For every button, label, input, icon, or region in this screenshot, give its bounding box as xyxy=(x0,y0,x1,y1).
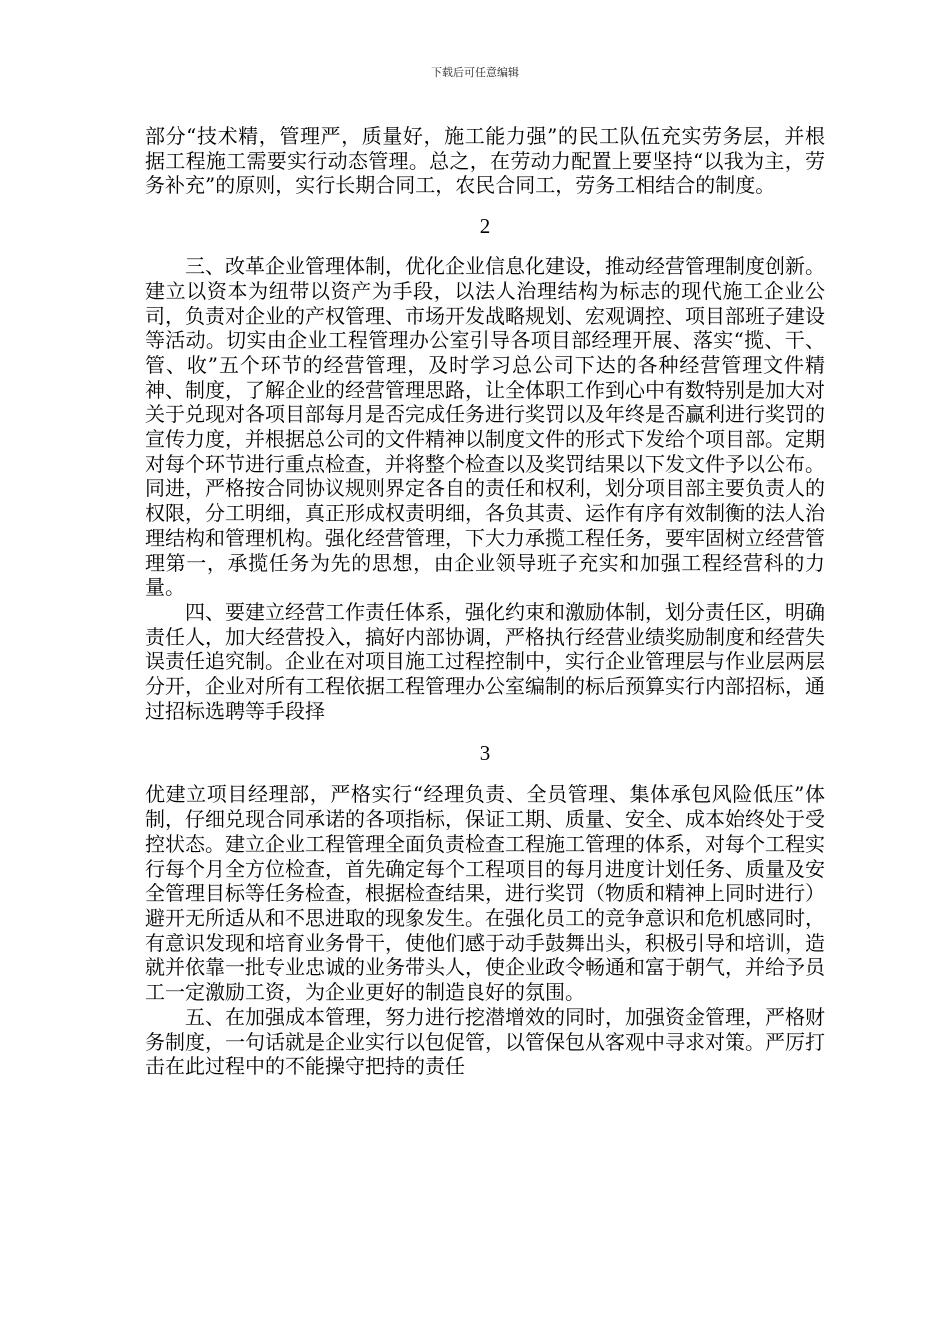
paragraph-project-department: 优建立项目经理部，严格实行“经理负责、全员管理、集体承包风险低压”体制，仔细兑现合同承诺的各项指标，保证工期、质量、安全、成本始终处于受控状态。建立企业工程管理全面负责检查工程施工管理的体系，对每个工程实行每个月全方位检查，首先确定每个工程项目的每月进度计划任务、质量及安全管理目标等任务检查，根据检查结果，进行奖罚（物质和精神上同时进行）避开无所适从和不思进取的现象发生。在强化员工的竞争意识和危机感同时，有意识发现和培育业务骨干，使他们感于动手鼓舞出头，积极引导和培训，造就并依靠一批专业忠诚的业务带头人，使企业政令畅通和富于朝气，并给予员工一定激励工资，为企业更好的制造良好的氛围。 xyxy=(145,782,825,1005)
page-number: 3 xyxy=(479,741,491,766)
paragraph-responsibility-system: 四、要建立经营工作责任体系，强化约束和激励体制，划分责任区，明确责任人，加大经营投入，搞好内部协调，严格执行经营业绩奖励制度和经营失误责任追究制。企业在对项目施工过程控制中，实行企业管理层与作业层两层分开，企业对所有工程依据工程管理办公室编制的标后预算实行内部招标，通过招标选聘等手段择 xyxy=(145,599,825,723)
document-body xyxy=(145,124,825,1079)
header-note: 下载后可任意编辑 xyxy=(431,66,519,79)
page-number: 2 xyxy=(479,214,491,239)
paragraph-cost-management: 五、在加强成本管理，努力进行挖潜增效的同时，加强资金管理，严格财务制度，一句话就是企业实行以包促管，以管保包从客观中寻求对策。严厉打击在此过程中的不能操守把持的责任 xyxy=(145,1004,825,1079)
paragraph-labor-allocation: 部分“技术精，管理严，质量好，施工能力强”的民工队伍充实劳务层，并根据工程施工需要实行动态管理。总之，在劳动力配置上要坚持“以我为主，劳务补充”的原则，实行长期合同工，农民合同工，劳务工相结合的制度。 xyxy=(145,124,825,198)
paragraph-management-reform: 三、改革企业管理体制，优化企业信息化建设，推动经营管理制度创新。建立以资本为纽带以资产为手段，以法人治理结构为标志的现代施工企业公司，负责对企业的产权管理、市场开发战略规划、宏观调控、项目部班子建设等活动。切实由企业工程管理办公室引导各项目部经理开展、落实“揽、干、管、收”五个环节的经营管理，及时学习总公司下达的各种经营管理文件精神、制度，了解企业的经营管理思路，让全体职工作到心中有数特别是加大对关于兑现对各项目部每月是否完成任务进行奖罚以及年终是否赢利进行奖罚的宣传力度，并根据总公司的文件精神以制度文件的形式下发给个项目部。定期对每个环节进行重点检查，并将整个检查以及奖罚结果以下发文件予以公布。同进，严格按合同协议规则界定各自的责任和权利，划分项目部主要负责人的权限，分工明细，真正形成权责明细，各负其责、运作有序有效制衡的法人治理结构和管理机构。强化经营管理，下大力承揽工程任务，要牢固树立经营管理第一，承揽任务为先的思想，由企业领导班子充实和加强工程经营科的力量。 xyxy=(145,254,825,600)
